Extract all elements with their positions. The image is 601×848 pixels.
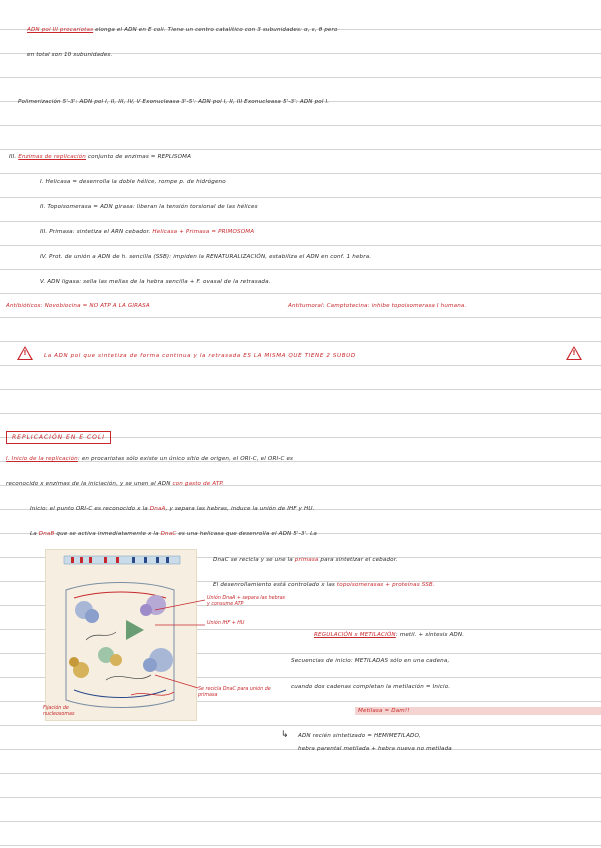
- replication-text-6a: El desenrollamiento está controlado x las: [213, 582, 337, 588]
- initiation-heading: I. Inicio de la replicación: [6, 456, 78, 462]
- figure-note-1: [207, 596, 287, 608]
- enzyme-item-3-text: III. Primasa: sintetiza el ARN cebador.: [40, 229, 153, 235]
- intro-line-2: en total son 10 subunidades.: [27, 52, 113, 58]
- figure-note-3: [198, 687, 283, 699]
- warning-icon-right: !: [566, 346, 582, 360]
- enzymes-heading-text: conjunto de enzimas = REPLISOMA: [85, 154, 192, 160]
- replication-text-3b: , y separa las hebras, induce la unión de IHF y HU.: [165, 506, 315, 512]
- primasa-label: primasa: [294, 557, 319, 563]
- replication-title: REPLICACIÓN EN E COLI: [6, 431, 111, 444]
- replication-line-4: [30, 530, 601, 538]
- figure-note-4-text: Fijación de nucleosomas: [43, 706, 75, 717]
- warning-icon-left: !: [17, 346, 33, 360]
- replication-title-box: [6, 424, 111, 444]
- regulation-line-2: cuando dos cadenas completan la metilación = Inicio.: [291, 684, 451, 690]
- enzymes-heading-title: Enzimas de replicación: [18, 154, 86, 160]
- antibiotics-right: Antitumoral: Camptotecina: inhibe topoisomerasa I humana.: [288, 303, 467, 309]
- warning-text: La ADN pol que sintetiza de forma continua y la retrasada ES LA MISMA QUE TIENE 2 SUBUD: [44, 353, 356, 359]
- regulation-title-rest: : metil. + síntesis ADN.: [395, 632, 465, 638]
- replication-line-2: [6, 480, 601, 488]
- replication-line-5: [213, 556, 601, 564]
- regulation-heading: [314, 631, 601, 639]
- replication-text-1: : en procariotas sólo existe un único sitio de origen, el ORI-C, el ORI-C es: [77, 456, 294, 462]
- enzyme-item-2: II. Topoisomerasa = ADN girasa: liberan la tensión torsional de las hélices: [40, 204, 258, 210]
- replication-line-1: [6, 455, 601, 463]
- figure-note-4: [43, 706, 98, 718]
- intro-line-1: [27, 26, 601, 34]
- replication-text-4a: La: [30, 531, 39, 537]
- enzymes-heading: [9, 153, 601, 161]
- atp-note: con gasto de ATP.: [172, 481, 225, 487]
- intro-text-1: elonga el ADN en E coli. Tiene un centro catalítico con 3 subunidades: α, ε, θ pero: [93, 27, 338, 33]
- curved-arrow-icon: ↳: [281, 730, 289, 740]
- figure-note-3-text: Se recicla DnaC para unión de primasa: [198, 687, 271, 698]
- figure-note-1-text: Unión DnaA + separa las hebras y consume ATP: [207, 596, 286, 607]
- annotation-arrows: [150, 590, 210, 700]
- regulation-title: REGULACIÓN x METILACIÓN: [314, 632, 396, 638]
- antibiotics-left: Antibióticos: Novobiocina = NO ATP A LA GIRASA: [6, 303, 150, 309]
- replication-text-3a: Inicio: el punto ORI-C es reconocido x la: [30, 506, 150, 512]
- regulation-line-1: Secuencias de inicio: METILADAS sólo en una cadena,: [291, 658, 450, 664]
- regulation-line-3: ADN recién sintetizado = HEMIMETILADO,: [298, 733, 421, 739]
- enzyme-item-1: I. Helicasa = desenrolla la doble hélice, rompe p. de hidrógeno: [40, 179, 226, 185]
- replication-text-4b: que se activa inmediatamente x la: [54, 531, 161, 537]
- figure-note-2: Unión IHF + HU: [207, 621, 245, 626]
- replication-text-2: reconocido x enzimas de la iniciación, y se unen al ADN: [6, 481, 173, 487]
- enzyme-item-4: IV. Prot. de unión a ADN de h. sencilla (SSB): impiden la RENATURALIZACIÓN, estabiliza el ADN en conf. 1 hebra.: [40, 254, 372, 260]
- replication-line-6: [213, 581, 601, 589]
- topo-ssb-label: topoisomerasas + proteínas SSB.: [336, 582, 435, 588]
- pol3-title: ADN pol III procariotas: [27, 27, 94, 33]
- dnaa-label: DnaA: [149, 506, 166, 512]
- replication-text-5b: para sintetizar el cebador.: [318, 557, 398, 563]
- regulation-line-4: hebra parental metilada + hebra nueva no metilada: [298, 746, 452, 752]
- enzyme-item-3: [40, 228, 601, 236]
- enzyme-item-5: V. ADN ligasa: sella las mellas de la hebra sencilla + F. ovasal de la retrasada.: [40, 279, 271, 285]
- replication-text-5a: DnaC se recicla y se une la: [213, 557, 295, 563]
- metilasa-highlight: Metilasa = Dam!!: [355, 707, 601, 715]
- primosoma-note: Helicasa + Primasa = PRIMOSOMA: [152, 229, 255, 235]
- dnab-label: DnaB: [38, 531, 55, 537]
- dnac-label: DnaC: [160, 531, 177, 537]
- replication-text-4c: es una helicasa que desenrolla el ADN 5'-3'. La: [176, 531, 317, 537]
- enzymes-heading-prefix: III.: [9, 154, 19, 160]
- polymerization-line: Polimerización 5'-3': ADN pol I, II, III, IV, V Exonucleasa 3'-5': ADN pol I, II, III Exonucleasa 5'-3': ADN pol I.: [18, 99, 330, 105]
- replication-line-3: [30, 505, 601, 513]
